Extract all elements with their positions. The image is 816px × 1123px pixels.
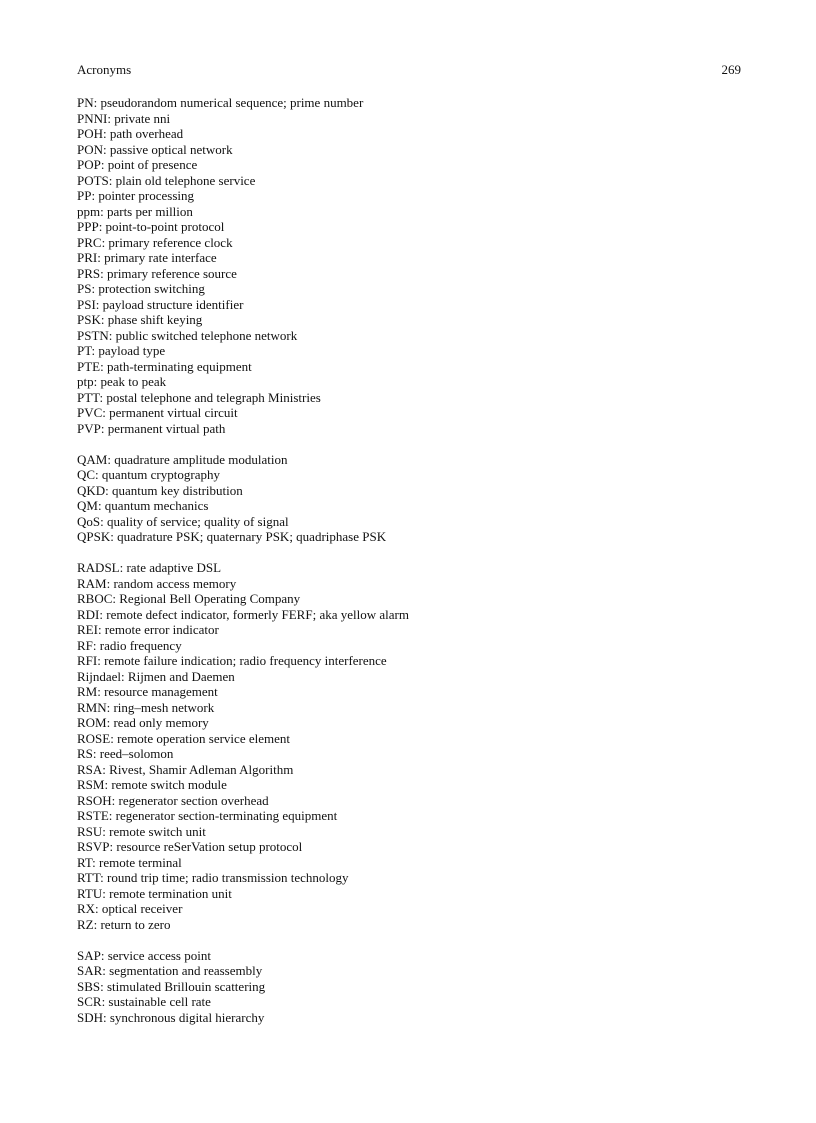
acronym-entry: PP: pointer processing <box>77 188 194 203</box>
acronym-entry: RBOC: Regional Bell Operating Company <box>77 591 301 606</box>
acronym-entry: ptp: peak to peak <box>77 374 167 389</box>
page-header <box>77 61 741 79</box>
acronym-entry: SBS: stimulated Brillouin scattering <box>77 978 266 994</box>
acronym-entry: RSOH: regenerator section overhead <box>77 792 269 808</box>
acronym-entry: PSI: payload structure identifier <box>77 296 244 312</box>
acronym-entry: SCR: sustainable cell rate <box>77 994 211 1009</box>
acronym-entry: PT: payload type <box>77 343 166 358</box>
acronym-entry: PNNI: private nni <box>77 110 171 126</box>
acronym-entry: RSM: remote switch module <box>77 777 227 792</box>
acronym-entry: QC: quantum cryptography <box>77 467 220 482</box>
acronym-entry: RF: radio frequency <box>77 637 182 653</box>
acronym-entry: QoS: quality of service; quality of signal <box>77 513 289 529</box>
acronym-entry: PTE: path-terminating equipment <box>77 358 252 374</box>
acronym-entry: POTS: plain old telephone service <box>77 172 256 188</box>
acronym-entry: RSU: remote switch unit <box>77 823 206 839</box>
acronym-entry: PSK: phase shift keying <box>77 312 203 327</box>
acronym-entry: ROSE: remote operation service element <box>77 730 290 746</box>
acronym-entry: RSA: Rivest, Shamir Adleman Algorithm <box>77 761 294 777</box>
acronym-entry: RT: remote terminal <box>77 854 182 870</box>
acronym-entry: PRC: primary reference clock <box>77 234 233 250</box>
acronym-entry: SDH: synchronous digital hierarchy <box>77 1009 265 1025</box>
running-head: Acronyms <box>77 62 132 77</box>
acronym-entry: Rijndael: Rijmen and Daemen <box>77 668 235 684</box>
acronym-entry: RTU: remote termination unit <box>77 885 232 901</box>
acronym-entry: ppm: parts per million <box>77 203 193 219</box>
acronym-entry: POH: path overhead <box>77 126 184 141</box>
acronym-entry: ROM: read only memory <box>77 715 209 730</box>
acronym-entry: QM: quantum mechanics <box>77 498 209 513</box>
acronym-entry: SAP: service access point <box>77 947 211 963</box>
page-number: 269 <box>721 62 741 77</box>
acronym-entry: RZ: return to zero <box>77 916 171 932</box>
acronym-entry: RAM: random access memory <box>77 575 237 591</box>
acronym-entry: RDI: remote defect indicator, formerly FERF; aka yellow alarm <box>77 606 409 622</box>
acronym-entry: PRI: primary rate interface <box>77 250 217 265</box>
acronym-entry: PN: pseudorandom numerical sequence; prime number <box>77 95 364 110</box>
acronym-group <box>77 452 741 545</box>
acronym-entry: PVP: permanent virtual path <box>77 420 226 436</box>
acronym-group <box>77 560 741 932</box>
acronym-entry: POP: point of presence <box>77 157 198 172</box>
acronym-entry: RX: optical receiver <box>77 901 183 916</box>
acronym-entry: PTT: postal telephone and telegraph Ministries <box>77 389 321 405</box>
acronym-entry: REI: remote error indicator <box>77 622 219 637</box>
acronym-entry: PSTN: public switched telephone network <box>77 327 298 343</box>
acronym-entry: RM: resource management <box>77 684 218 699</box>
acronym-entry: PRS: primary reference source <box>77 265 237 281</box>
acronym-entry: PVC: permanent virtual circuit <box>77 405 238 420</box>
acronym-entry: RS: reed–solomon <box>77 746 174 761</box>
acronym-entry: PS: protection switching <box>77 281 205 296</box>
acronym-entry: RTT: round trip time; radio transmission technology <box>77 870 349 885</box>
acronym-group <box>77 948 741 1026</box>
acronym-entry: PPP: point-to-point protocol <box>77 219 225 234</box>
acronym-entry: PON: passive optical network <box>77 141 233 157</box>
acronym-entry: QKD: quantum key distribution <box>77 482 243 498</box>
acronym-entry: RSVP: resource reSerVation setup protocol <box>77 839 303 854</box>
acronym-group <box>77 95 741 436</box>
acronym-entry: QAM: quadrature amplitude modulation <box>77 451 288 467</box>
acronym-list <box>77 95 741 1041</box>
acronym-entry: QPSK: quadrature PSK; quaternary PSK; quadriphase PSK <box>77 529 387 544</box>
acronym-entry: SAR: segmentation and reassembly <box>77 963 263 978</box>
acronym-entry: RSTE: regenerator section-terminating equipment <box>77 808 338 823</box>
acronym-entry: RFI: remote failure indication; radio frequency interference <box>77 653 387 668</box>
acronym-entry: RADSL: rate adaptive DSL <box>77 560 222 575</box>
acronym-entry: RMN: ring–mesh network <box>77 699 215 715</box>
